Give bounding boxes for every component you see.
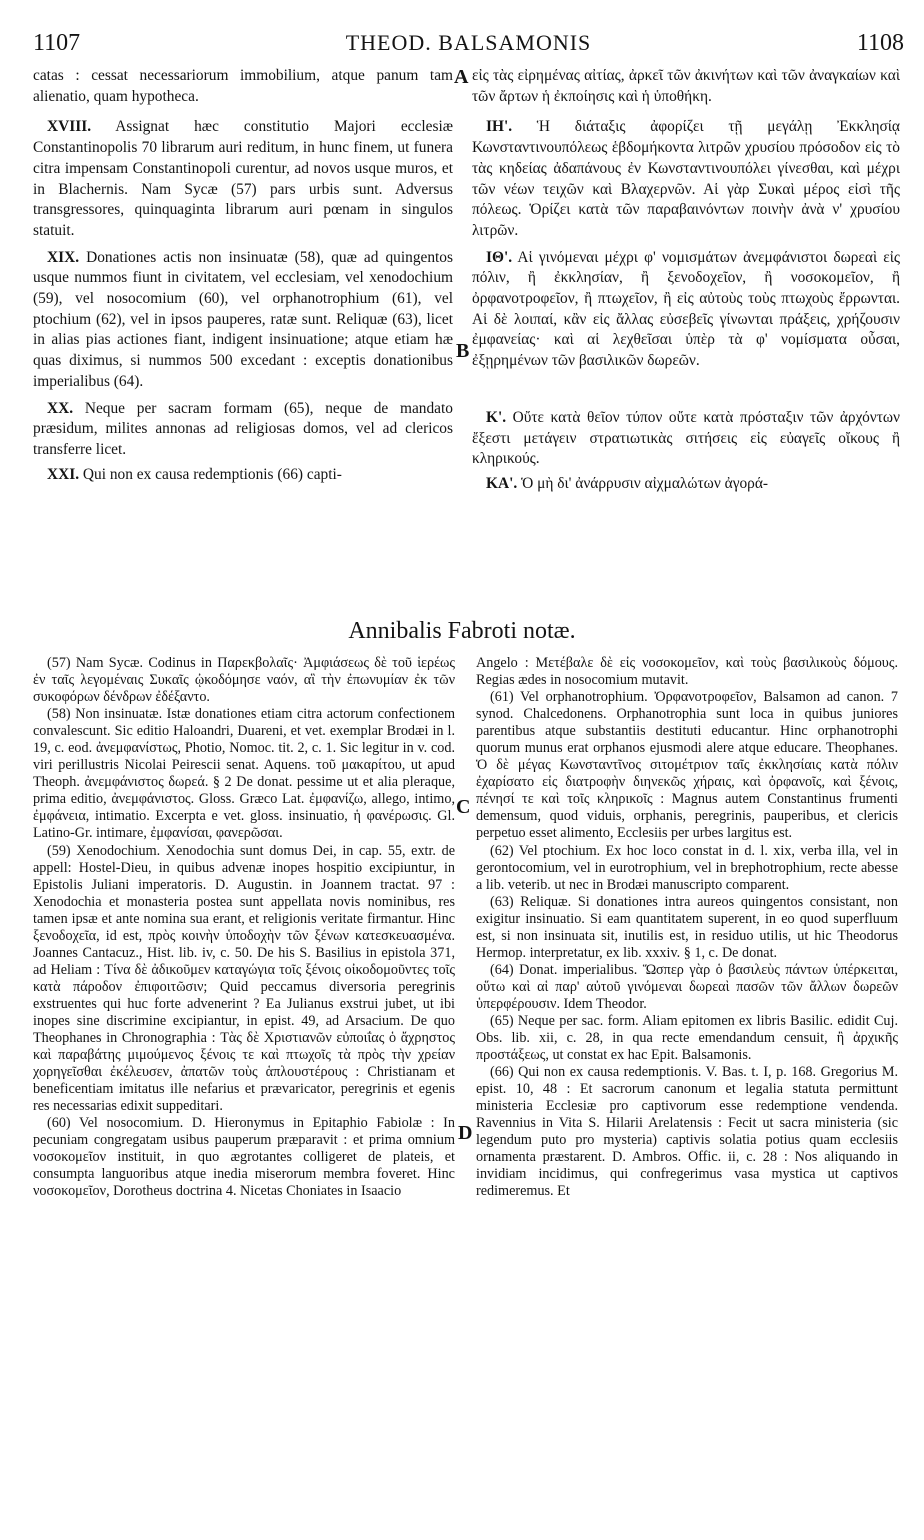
greek-text-column (472, 66, 900, 495)
notes-column-left (33, 655, 455, 1201)
note-61: (61) Vel orphanotrophium. Ὀρφανοτροφεῖον, Balsamon ad canon. 7 synod. Chalcedonens. Orphanotrophia sunt loca in quibus juniores parentibus atque substantiis destituti educantur. Hinc orphanotrophi quorum munus erat orphanos ejusmodi alere atque educare. Theophanes. Ὁ δὲ μέγας Κωνσταντῖνος σιτομέτριον ταῖς ἐκκλησίαις κατὰ πόλιν ἐχαρίσατο εἰς διατροφὴν διηνεκῶς χήραις, καὶ ὀρφανοῖς, καὶ ξένοις, πένησί τε καὶ τοῖς κληρικοῖς : Magnus autem Constantinus frumenti demensum, quod viduis, orphanis, peregrinis, pauperibus, et clericis perpetuo esset alimento, Ecclesiis per urbes largitus est. (476, 689, 898, 842)
section-number: ΙΘ'. (486, 248, 513, 266)
note-57: (57) Nam Sycæ. Codinus in Παρεκβολαῖς· Ἀμφιάσεως δὲ τοῦ ἱερέως ἐν ταῖς λεγομέναις Συκαῖς ᾠκοδόμησε ναόν, αἳ τὴν ἐπωνυμίαν ἐκ τῶν συκοφόρων δένδρων ἐδέξαντο. (33, 655, 455, 706)
note-59: (59) Xenodochium. Xenodochia sunt domus Dei, in cap. 55, extr. de appell: Hostel-Dieu, in quibus advenæ inopes hospitio excipiuntur, in Epistolis Juliani imperatoris. D. Augustin. in Joannem tractat. 97 : Xenodochia et monasteria postea sunt appellata novis nominibus, res tamen ipsæ et ante nomina sua erant, et religionis veritate firmantur. Hinc ξενοδοχεῖα, id est, πρὸς κοινὴν ὑποδοχὴν τῶν ξένων κατεσκευασμένα. Joannes Cantacuz., Hist. lib. iv, c. 50. De his S. Basilius in epistola 371, ad Heliam : Τίνα δὲ ἀδικοῦμεν καταγώγια τοῖς ξένοις οἰκοδομοῦντες τοῖς κατὰ πάροδον ἐπιφοιτῶσιν; Quid peccamus diversoria peregrinis exstruentes qui huc forte advenerint ? Ea Julianus exstrui jubet, ut ibi inopes sine discrimine excipiantur, in epist. 49, ad Arsacium. De quo Theophanes in Chronographia : Τὰς δὲ Χριστιανῶν εὐποιΐας ὁ ἄχρηστος καὶ παραβάτης μιμούμενος ξένοις τε καὶ πτωχοῖς τὰ πρὸς τὴν χρείαν χορηγεῖσθαι ἐκέλευσεν, ἀπατῶν τοὺς ἁπλουστέρους : Christianam et beneficentiam imitatus ille nefarius et prævaricator, peregrinis et egenis res necessarias edixit suppeditari. (33, 842, 455, 1115)
paragraph-text: Assignat hæc constitutio Majori ecclesiæ Constantinopolis 70 librarum auri reditum, in hunc finem, ut funera citra impensam Constantinopoli curentur, ad novos usque muros, et in Blachernis. Nam Sycæ (57) pars urbis sunt. Adversus transgressores, quinquaginta librarum auri pœnam in singulos statuit. (33, 118, 453, 239)
section-number: ΚΑ'. (486, 474, 518, 492)
notes-column-right (476, 655, 898, 1201)
latin-paragraph-xxi (33, 465, 453, 486)
greek-paragraph-cont: εἰς τὰς εἰρημένας αἰτίας, ἀρκεῖ τῶν ἀκινήτων καὶ τῶν ἀναγκαίων καὶ τῶν ἄρτων ἡ ἐκποίησις καὶ ἡ ὑποθήκη. (472, 67, 900, 105)
note-65: (65) Neque per sac. form. Aliam epitomen ex libris Basilic. edidit Cuj. Obs. lib. xii, c. 28, in qua recte emendandum censuit, ἢ ἀρχικῆς προστάξεως, ut constat ex hac Epit. Balsamonis. (476, 1012, 898, 1064)
greek-paragraph-21 (472, 474, 900, 495)
section-number: XXI. (47, 465, 80, 483)
greek-paragraph-20 (472, 408, 900, 470)
note-60-cont: Angelo : Μετέβαλε δὲ εἰς νοσοκομεῖον, καὶ τοὺς βασιλικοὺς δόμους. Regias ædes in nosocomium mutavit. (476, 655, 898, 689)
note-62: (62) Vel ptochium. Ex hoc loco constat in d. l. xix, verba illa, vel in gerontocomium, vel in eurotrophium, vel in brephotrophium, recte abesse a lib. veterib. ut nec in Brodæi manuscripto comparent. (476, 842, 898, 893)
paragraph-text: Donationes actis non insinuatæ (58), quæ ad quingentos usque nummos fiunt in civitatem, vel ecclesiam, vel xenodochium (59), vel nosocomium (60), vel orphanotrophium (61), vel ptochium (62), vel in ipsos pauperes, ratæ sunt. Reliquæ (63), licet in alias pias actiones fiant, indigent insinuatione; atque etiam hæ quas diximus, si nummos 500 excedant : exceptis donationibus imperialibus (64). (33, 248, 453, 390)
latin-paragraph-xx (33, 399, 453, 461)
margin-letter-d: D (458, 1122, 473, 1144)
note-66: (66) Qui non ex causa redemptionis. V. Bas. t. I, p. 168. Gregorius M. epist. 10, 48 : Et sacrorum canonum et legalia statuta permittunt ministeria Ecclesiæ pro captivorum esse redemptione vendenda. Ravennius in Vita S. Hilarii Arelatensis : Fecit ut sacra ministeria (sic legendum puto pro mysteria) captivis solatia potius quam ecclesiis ornamenta præstarent. D. Ambros. Offic. ii, c. 28 : Nos aliquando in invidiam incidimus, qui confregerimus vasa mystica ut captivos redimeremus. Et (476, 1064, 898, 1200)
page-header (33, 30, 904, 60)
paragraph-text: Αἱ γινόμεναι μέχρι φ' νομισμάτων ἀνεμφάνιστοι δωρεαὶ εἰς πόλιν, ἢ ἐκκλησίαν, ἢ ξενοδοχεῖον, ἢ νοσοκομεῖον, ἢ ὀρφανοτροφεῖον, ἢ πτωχεῖον, ἢ εἰς αὐτοὺς τοὺς πτωχοὺς ἔρρωνται. Αἱ δὲ λοιπαί, κἂν εἰς ἄλλας εὐσεβεῖς γίνωνται πράξεις, χρήζουσιν ἐμφανείας· καὶ αἱ λεχθεῖσαι ὑπὲρ τὰ φ' νομίσματα οὖσαι, ἐξῃρημένων τῶν βασιλικῶν δωρεῶν. (472, 248, 900, 370)
section-number: ΙΗ'. (486, 118, 513, 136)
greek-paragraph-18 (472, 117, 900, 241)
note-58: (58) Non insinuatæ. Istæ donationes etiam citra actorum confectionem convalescunt. Sic editio Haloandri, Duareni, et vet. exemplar Brodæi in l. 19, c. eod. ἀνεμφανίστως, Photio, Nomoc. tit. 2, c. 1. Sic legitur in v. cod. viri perillustris Nicolai Peirescii senat. Aquens. τοῦ μακαρίτου, ut apud Theoph. ἀνεμφάνιστος δωρεά. § 2 De donat. pessime ut et alia pleraque, prima editio, ἀνεμφάνιστος. Gloss. Græco Lat. ἐμφανίζω, allego, intimo, ἐμφάνεια, intimatio. Excerpta e vet. gloss. insinuatio, ἡ φανέρωσις. Gl. Latino-Gr. intimare, ἐμφανίσαι, φανερῶσαι. (33, 706, 455, 842)
running-title: THEOD. BALSAMONIS (345, 30, 592, 55)
paragraph-text: Qui non ex causa redemptionis (66) capti- (79, 465, 342, 483)
paragraph-text: Ἡ διάταξις ἀφορίζει τῇ μεγάλῃ Ἐκκλησίᾳ Κωνσταντινουπόλεως ἑβδομήκοντα λιτρῶν χρυσίου πρόσοδον εἰς τὸ τὰς κηδείας ἀδαπάνους ἐν Κωνσταντινουπόλει γίνεσθαι, καὶ μέχρι τῶν νέων τειχῶν καὶ Βλαχερνῶν. Αἱ γὰρ Συκαὶ μέρος εἰσὶ τῆς πόλεως. Ὁρίζει κατὰ τῶν παραβαινόντων ποινὴν ἀνὰ ν' χρυσίου λιτρῶν. (472, 118, 900, 239)
note-64: (64) Donat. imperialibus. Ὥσπερ γὰρ ὁ βασιλεὺς πάντων ὑπέρκειται, οὕτω καὶ αἱ παρ' αὐτοῦ γινόμεναι δωρεαὶ πασῶν τῶν ἄλλων δωρεῶν ὑπερφέρουσιν. Idem Theodor. (476, 961, 898, 1012)
notes-heading: Annibalis Fabroti notæ. (348, 618, 576, 644)
latin-paragraph-xix (33, 248, 453, 393)
page-number-right: 1108 (856, 30, 904, 56)
page-number-left: 1107 (33, 30, 81, 56)
paragraph-text: Ὁ μὴ δι' ἀνάρρυσιν αἰχμαλώτων ἀγορά- (517, 474, 769, 492)
section-number: Κ'. (486, 408, 507, 426)
margin-letter-a: A (454, 66, 469, 88)
latin-text-column (33, 66, 453, 485)
latin-paragraph-xviii (33, 117, 453, 241)
section-number: XVIII. (47, 118, 92, 136)
paragraph-text: Οὔτε κατὰ θεῖον τύπον οὔτε κατὰ πρόσταξιν τῶν ἀρχόντων ἔξεστι μετάγειν στρατιωτικὰς σιτήσεις εἰς εὐαγεῖς οἴκους ἢ κληρικούς. (472, 408, 900, 468)
section-number: XX. (47, 399, 74, 417)
greek-paragraph-19 (472, 248, 900, 372)
note-60: (60) Vel nosocomium. D. Hieronymus in Epitaphio Fabiolæ : In pecuniam congregatam usibus pauperum præparavit : et prima omnium νοσοκομεῖον instituit, in quo ægrotantes colligeret de plateis, et consumpta languoribus atque inedia miserorum membra foveret. Hinc νοσοκομεῖον, Dorotheus doctrina 4. Nicetas Choniates in Isaacio (33, 1115, 455, 1200)
note-63: (63) Reliquæ. Si donationes intra aureos quingentos consistant, non exigitur insinuatio. Si eam quantitatem superent, in eo quod superfluum est, si non insinuata sit, inutilis est, in residuo utilis, ut hic Theodorus Hermop. interpretatur, ex lib. xxxiv. § 1, c. De donat. (476, 893, 898, 961)
latin-paragraph-cont: catas : cessat necessariorum immobilium, atque panum tam alienatio, quam hypotheca. (33, 67, 453, 105)
paragraph-text: Neque per sacram formam (65), neque de mandato præsidum, milites annonas ad religiosas domos, vel ad clericos transferre licet. (33, 399, 453, 458)
section-number: XIX. (47, 248, 80, 266)
margin-letter-b: B (456, 340, 470, 362)
margin-letter-c: C (456, 796, 471, 818)
